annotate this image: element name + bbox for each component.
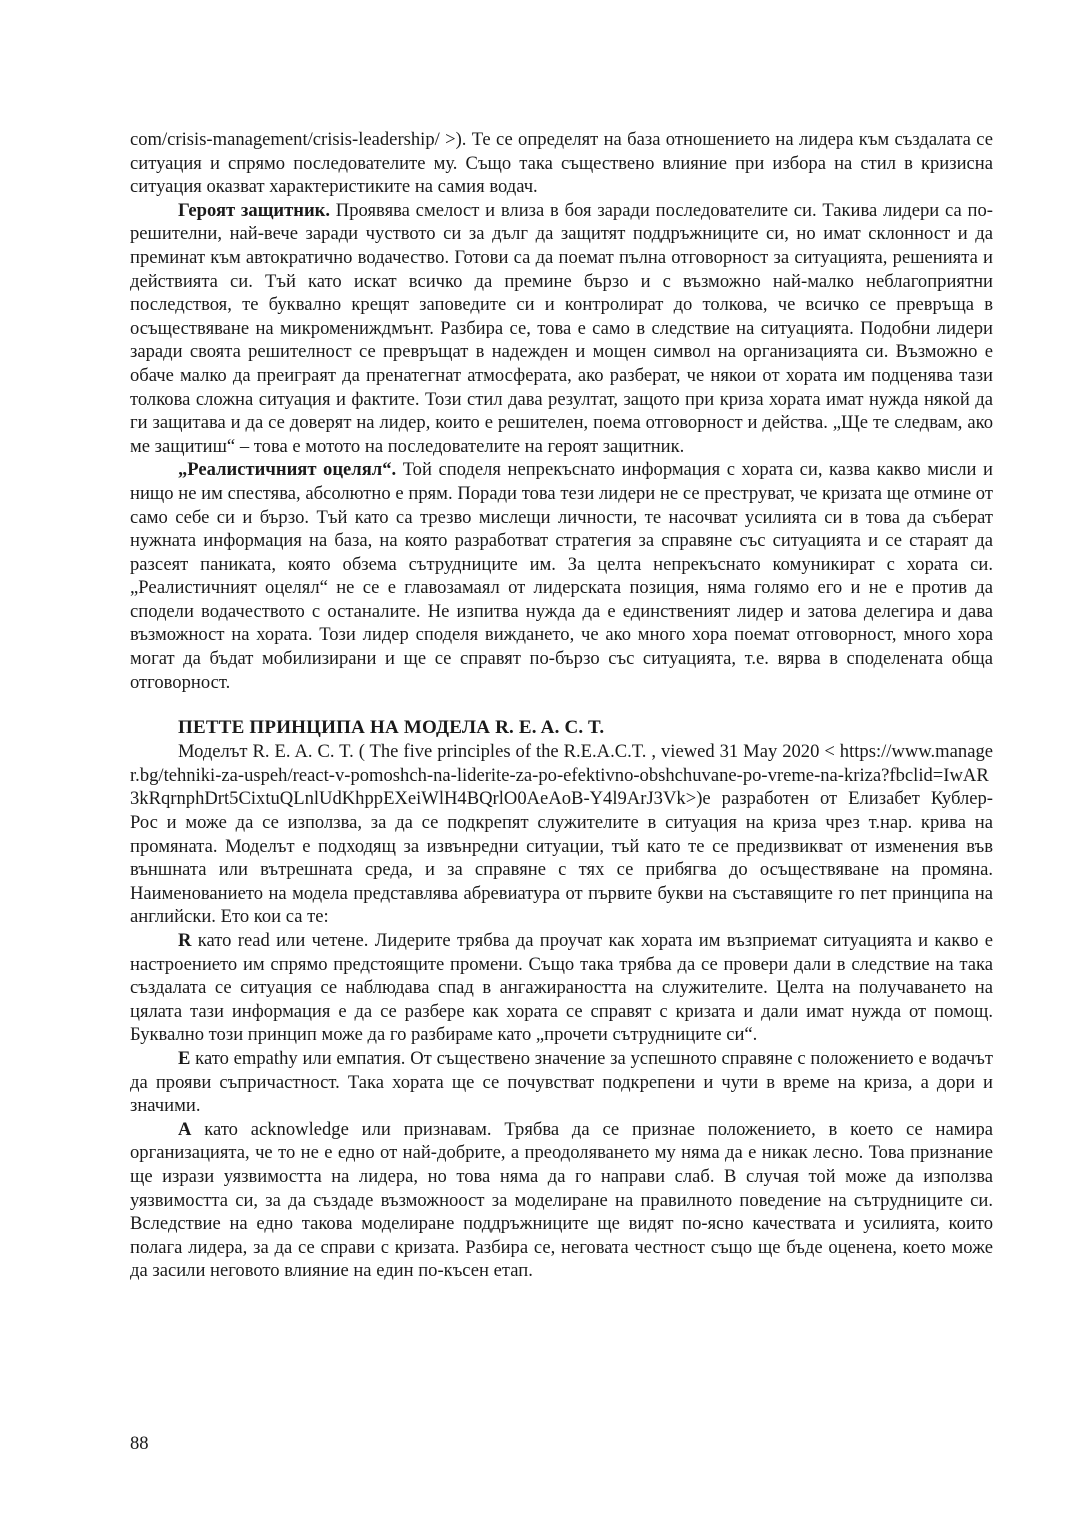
page-number: 88 [130,1433,149,1454]
principle-r-paragraph [130,929,993,1047]
principle-letter: A [178,1118,192,1140]
hero-title: Героят защитник. [178,199,331,221]
survivor-paragraph [130,458,993,694]
principle-text: като read или четене. Лидерите трябва да проучат как хората им възприемат ситуацията и какво е настроението им спрямо предстоящите промени. Също така трябва да се провери дали в следствие на така създалата се ситуация се наблюдава спад в ангажираността на служителите. Целта на получаването на цялата тази информация е да се разбере как хората се справят с кризата и дали имат нужда от помощ. Буквално този принцип може да го разбираме като „прочети сътрудниците си“. [130,930,993,1046]
section-intro-before-url: Моделът R. E. A. C. T. ( The five principles of the R.E.A.C.T. , viewed 31 May 2020 < [178,741,840,763]
survivor-text: Той споделя непрекъснато информация с хората си, казва какво мисли и нищо не им спестява, абсолютно е прям. Поради това тези лидери не се преструват, че кризата ще отмине от само себе си и бързо. Тъй като са трезво мислещи личности, те насочват усилията си в това да съберат нужната информация на база, на която разработват стратегия за справяне със ситуацията и се стараят да разсеят паниката, която обзема сътрудниците им. За целта непрекъснато комуникират с хората си. „Реалистичният оцелял“ не се е главозамаял от лидерската позиция, няма голямо его и не е против да сподели водачеството с останалите. Не изпитва нужда да е единственият лидер и затова делегира и дава възможност на хората. Този лидер споделя виждането, че ако много хора поемат отговорност, много хора могат да бъдат мобилизирани и ще се справят по-бързо със ситуацията, т.е. вярва в споделената обща отговорност. [130,459,993,693]
page-body [130,128,993,1283]
section-intro-after-url: >)е разработен от Елизабет Кублер-Рос и може да се използва, за да се подкрепят служителите в ситуация на криза чрез т.нар. крива на промяната. Моделът е подходящ за извънредни ситуации, тъй като те се предизвикват от изменения във външната или вътрешната среда, и за справяне с тях се прибягва до осъществяване на промяна. Наименованието на модела представлява абревиатура от първите букви на съставящите го пет принципа на английски. Ето кои са те: [130,788,993,928]
reference-url: https://www.manager.bg/tehniki-za-uspeh/react-v-pomoshch-na-liderite-za-po-efektivno-obshchuvane-po-vreme-na-kriza?fbclid=IwAR3kRqrnphDrt5CixtuQLnlUdKhppEXeiWlH4BQrlO0AeAoB-Y4l9ArJ3Vk [130,741,993,810]
hero-paragraph [130,199,993,459]
principle-letter: R [178,930,192,951]
principle-text: като empathy или емпатия. От съществено значение за успешното справяне с положението е водачът да прояви съпричастност. Така хората ще се почувстват подкрепени и чути в време на криза, а дори и значими. [130,1047,993,1117]
principle-a-paragraph [130,1118,993,1283]
hero-text: Проявява смелост и влиза в боя заради последователите си. Такива лидери са по-решителни, най-вече заради чуството си за дълг да защитят поддръжниците си, но имат склонност и да преминат към автократично водачество. Готови са да поемат пълна отговорност за ситуацията, решенията и действията си. Тъй като искат всичко да премине бързо и с възможно най-малко неблагоприятни последствоя, те буквално крещят заповедите си и контролират до толкова, че всичко се превръща в осъществяване на микромениждмънт. Разбира се, това е само в следствие на ситуацията. Подобни лидери заради своята решителност се превръщат в надежден и мощен символ на организацията си. Възможно е обаче малко да преиграят да пренатегнат атмосферата, ако разберат, че някои от хората им подценява тази толкова сложна ситуация и фактите. Този стил дава резултат, защото при криза хората имат нужда някой да ги защитава и да се доверят на лидер, които е решителен, поема отговорност и действа. „Ще те следвам, ако ме защитиш“ – това е мотото на последователите на героят защитник. [130,199,993,457]
principle-e-paragraph [130,1047,993,1118]
intro-paragraph [130,128,993,199]
principle-letter: E [178,1047,191,1069]
section-heading: ПЕТТЕ ПРИНЦИПА НА МОДЕЛА R. E. A. C. T. [178,717,605,739]
survivor-title: „Реалистичният оцелял“. [178,459,397,481]
section-intro-paragraph [130,740,993,929]
intro-text: com/crisis-management/crisis-leadership/ >). Те се определят на база отношението на лидера към създалата се ситуация и спрямо последователите му. Също така съществено влияние при избора на стил в кризисна ситуация оказват характеристиките на самия водач. [130,129,993,198]
principle-text: като acknowledge или признавам. Трябва да се признае положението, в което се намира организацията, че то не е едно от най-добрите, а преодоляването му няма да е никак лесно. Това признание ще изрази уязвимостта на лидера, но това няма да го направи слаб. В случая той може да използва уязвимостта си, за да създаде възможноост за моделиране на правилното поведение на сътрудниците си. Вследствие на едно такова моделиране поддръжниците ще видят по-ясно качествата и усилията, които полага лидера, за да се справи с кризата. Разбира се, неговата честност също ще бъде оценена, което може да засили неговото влияние на един по-късен етап. [130,1118,993,1282]
